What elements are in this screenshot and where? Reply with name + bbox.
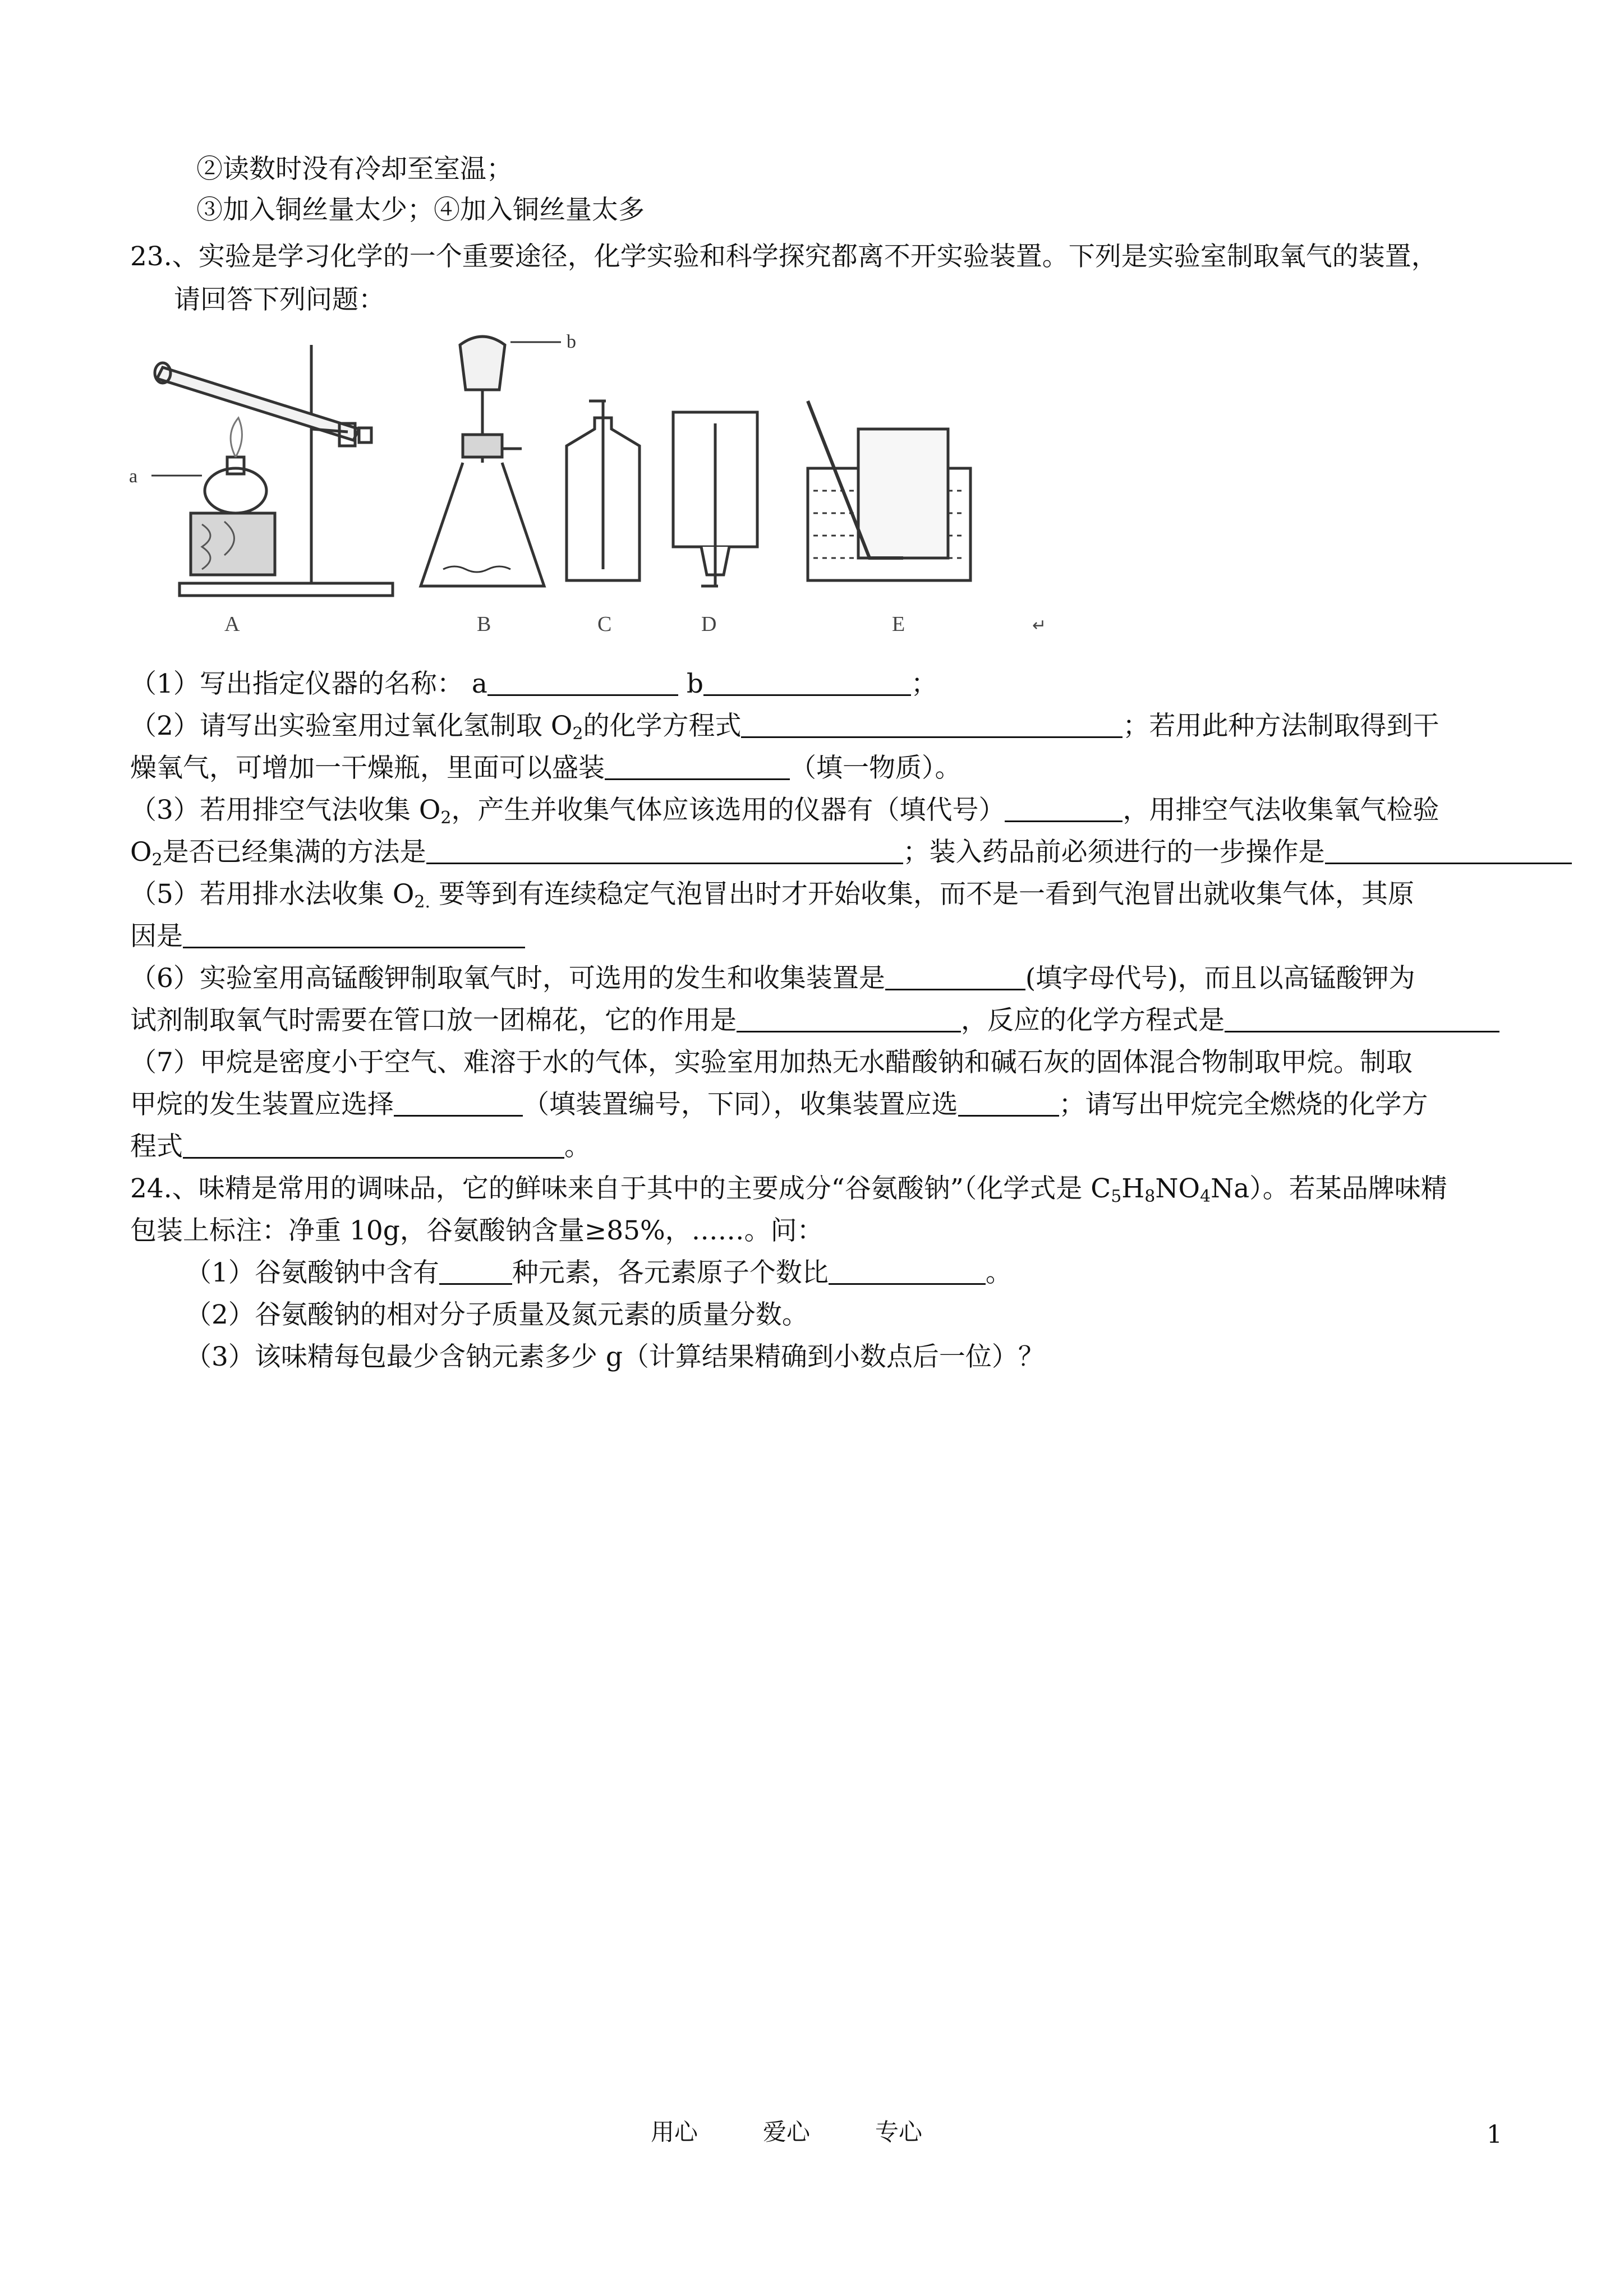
answer-blank-atom-ratio[interactable]	[829, 1258, 986, 1285]
answer-blank-step[interactable]	[1325, 838, 1572, 864]
q23-part6-line1: （6）实验室用高锰酸钾制取氧气时，可选用的发生和收集装置是 (填字母代号)，而且以高锰酸钾为	[130, 963, 1415, 994]
answer-blank-b[interactable]	[703, 670, 911, 696]
q23-part2-line1: （2）请写出实验室用过氧化氢制取 $O_2$的化学方程式 ；若用此种方法制取得到干	[130, 711, 1439, 744]
footer-word-2: 爱心	[763, 2118, 811, 2146]
footer-word-3: 专心	[875, 2118, 923, 2146]
q23-part7-line1: （7）甲烷是密度小于空气、难溶于水的气体，实验室用加热无水醋酸钠和碱石灰的固体混合物制取甲烷。制取	[130, 1047, 1413, 1078]
answer-blank-fullcheck[interactable]	[426, 838, 903, 864]
q23-part3-line2: $O_2$是否已经集满的方法是 ；装入药品前必须进行的一步操作是	[130, 836, 1572, 869]
q23-part5-line1: （5）若用排水法收集 $O_{2.}$ 要等到有连续稳定气泡冒出时才开始收集，而不是一看到气泡冒出就收集气体，其原	[130, 879, 1414, 912]
apparatus-c	[567, 401, 640, 580]
q23-part1-text: （1）写出指定仪器的名称： a	[130, 668, 487, 699]
q24-sub3: （3）该味精每包最少含钠元素多少 g（计算结果精确到小数点后一位）？	[185, 1341, 1045, 1372]
return-mark: ↵	[1032, 616, 1047, 635]
apparatus-a	[129, 345, 393, 596]
answer-blank-reason[interactable]	[183, 922, 525, 948]
answer-blank-equation[interactable]	[741, 712, 1122, 738]
q24-stem-line2: 包装上标注：净重 10g，谷氨酸钠含量≥85%，……。问：	[130, 1215, 823, 1246]
label-b: b	[567, 331, 576, 352]
apparatus-b	[421, 331, 576, 586]
q24-sub1: （1）谷氨酸钠中含有 种元素，各元素原子个数比 。	[185, 1257, 1012, 1288]
caption-e: E	[892, 612, 905, 636]
q23-stem-line1: 23.、实验是学习化学的一个重要途径，化学实验和科学探究都离不开实验装置。下列是实验室制取氧气的装置，	[130, 241, 1438, 272]
caption-b: B	[477, 612, 491, 636]
answer-blank-element-count[interactable]	[439, 1258, 512, 1285]
prev-item-2: ②读数时没有冷却至室温；	[196, 154, 513, 185]
q23-part6-line2: 试剂制取氧气时需要在管口放一团棉花，它的作用是 ，反应的化学方程式是	[130, 1004, 1499, 1038]
footer-word-1: 用心	[651, 2118, 698, 2146]
caption-c: C	[597, 612, 612, 636]
q23-part1	[130, 667, 937, 701]
q23-part7-line2: 甲烷的发生装置应选择 （填装置编号，下同），收集装置应选 ；请写出甲烷完全燃烧的化学方	[130, 1089, 1428, 1120]
answer-blank-generator[interactable]	[394, 1090, 523, 1117]
apparatus-d	[673, 412, 757, 586]
q24-stem-line1: 24.、味精是常用的调味品，它的鲜味来自于其中的主要成分“谷氨酸钠”（化学式是 $C_5H_8NO_4Na$）。若某品牌味精	[130, 1173, 1447, 1206]
caption-a: A	[224, 612, 240, 636]
answer-blank-methane-equation[interactable]	[183, 1132, 564, 1159]
q23-part5-line2: 因是	[130, 920, 525, 953]
answer-blank-cotton[interactable]	[737, 1006, 961, 1032]
answer-blank-a[interactable]	[487, 670, 678, 696]
q23-part2-line2: 燥氧气，可增加一干燥瓶，里面可以盛装 （填一物质）。	[130, 753, 961, 783]
answer-blank-kmno4-equation[interactable]	[1225, 1006, 1499, 1032]
answer-blank-collector[interactable]	[958, 1090, 1059, 1117]
apparatus-e	[808, 401, 970, 580]
q23-part1-end: ；	[910, 668, 937, 699]
apparatus-figure	[118, 322, 1060, 637]
page-number: 1	[1487, 2120, 1502, 2149]
q24-sub2: （2）谷氨酸钠的相对分子质量及氮元素的质量分数。	[185, 1299, 808, 1330]
q23-part7-line3: 程式 。	[130, 1131, 591, 1162]
q23-part1-mid: b	[678, 668, 703, 699]
answer-blank-instruments[interactable]	[1005, 796, 1122, 822]
label-a: a	[129, 466, 138, 487]
q23-stem-line2: 请回答下列问题：	[174, 284, 385, 315]
q23-part3-line1: （3）若用排空气法收集 $O_2$，产生并收集气体应该选用的仪器有（填代号） ，用排空气法收集氧气检验	[130, 795, 1439, 828]
prev-item-3: ③加入铜丝量太少；④加入铜丝量太多	[196, 195, 645, 225]
answer-blank-desiccant[interactable]	[605, 754, 790, 780]
caption-d: D	[701, 612, 717, 636]
answer-blank-devices[interactable]	[885, 964, 1025, 990]
